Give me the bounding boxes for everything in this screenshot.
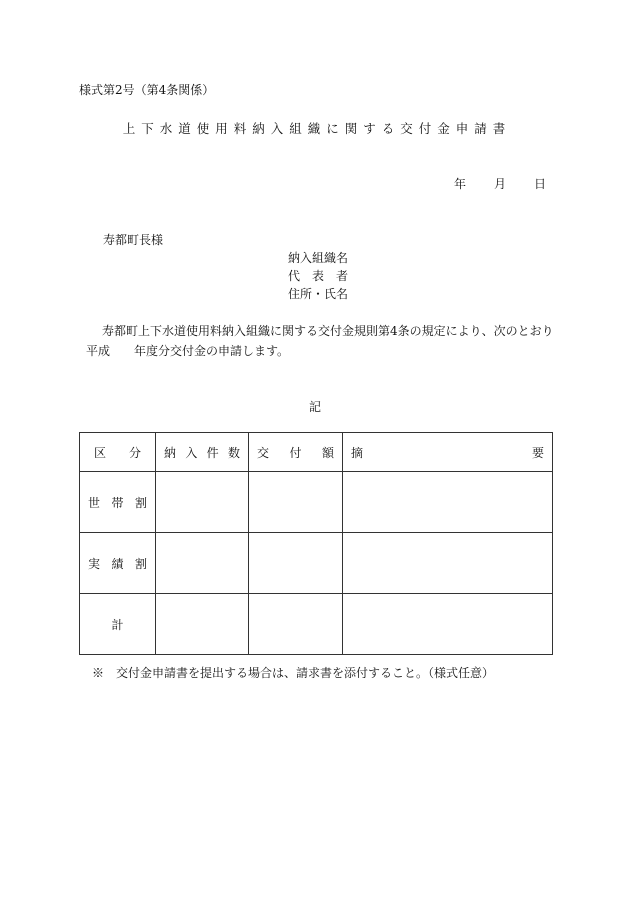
address-name-label: 住所・氏名 (288, 287, 349, 301)
date-line (454, 175, 546, 192)
cell-summary-total[interactable] (343, 594, 553, 655)
cell-count-performance[interactable] (156, 533, 249, 594)
cell-summary-performance[interactable] (343, 533, 553, 594)
header-summary: 摘 要 (343, 433, 553, 472)
date-year: 年 (453, 177, 466, 191)
body-line-2: 平成 年度分交付金の申請します。 (86, 344, 290, 358)
footnote: ※ 交付金申請書を提出する場合は、請求書を添付すること。（様式任意） (92, 666, 495, 680)
cell-count-total[interactable] (156, 594, 249, 655)
body-line-1: 寿都町上下水道使用料納入組織に関する交付金規則第4条の規定により、次のとおり (102, 324, 554, 338)
row-label-household: 世 帯 割 (80, 472, 156, 533)
addressee: 寿都町長様 (103, 233, 164, 247)
header-count: 納 入 件 数 (156, 433, 249, 472)
header-amount: 交 付 額 (249, 433, 343, 472)
cell-amount-performance[interactable] (249, 533, 343, 594)
row-label-performance: 実 績 割 (80, 533, 156, 594)
date-day: 日 (533, 177, 546, 191)
table-row-performance (80, 533, 553, 594)
form-number: 様式第2号（第4条関係） (79, 83, 215, 97)
table-row-household (80, 472, 553, 533)
representative-label: 代 表 者 (288, 269, 349, 283)
date-month: 月 (493, 177, 506, 191)
cell-count-household[interactable] (156, 472, 249, 533)
organization-label: 納入組織名 (288, 251, 349, 265)
ki-heading: 記 (308, 400, 321, 414)
row-label-total: 計 (80, 594, 156, 655)
table-header-row (80, 433, 553, 472)
header-category: 区 分 (80, 433, 156, 472)
cell-summary-household[interactable] (343, 472, 553, 533)
cell-amount-total[interactable] (249, 594, 343, 655)
cell-amount-household[interactable] (249, 472, 343, 533)
table-row-total (80, 594, 553, 655)
document-title: 上下水道使用料納入組織に関する交付金申請書 (122, 121, 512, 136)
application-table (79, 432, 553, 655)
body-text (86, 321, 556, 361)
applicant-block (288, 249, 348, 303)
